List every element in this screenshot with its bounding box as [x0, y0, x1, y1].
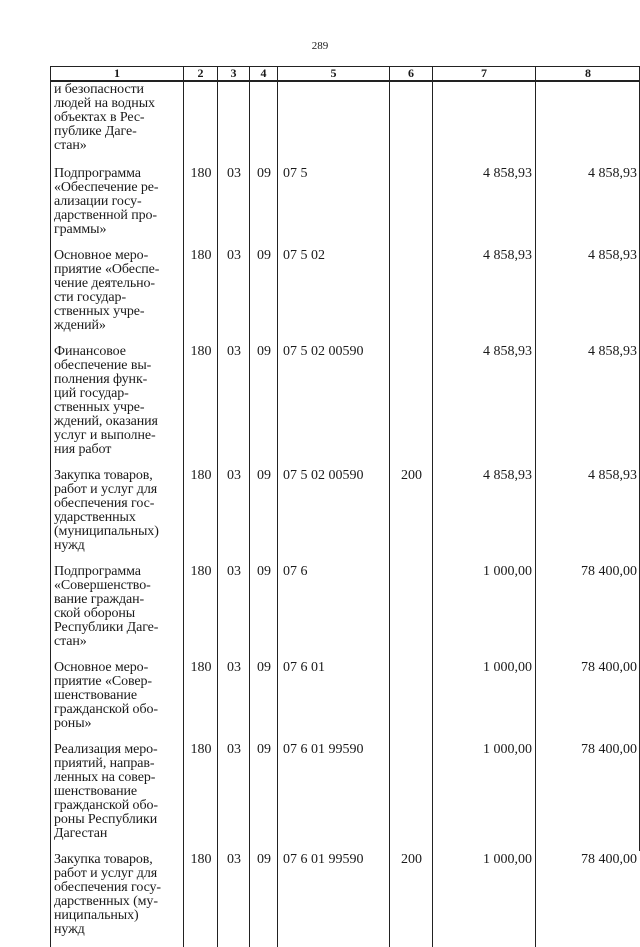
- amount-cell-8: 78 400,00: [536, 659, 640, 741]
- amount-cell-7: 4 858,93: [433, 343, 536, 467]
- amount-cell-8: 4 858,93: [536, 165, 640, 247]
- target-article-cell: 07 6 01 99590: [278, 851, 390, 947]
- section-cell: 03: [218, 467, 250, 563]
- row-name-cell: [51, 563, 184, 659]
- section-cell: 03: [218, 247, 250, 343]
- admin-code-cell: 180: [184, 467, 218, 563]
- row-name-text: Реализация меро- приятий, направ- ленных на совер- шенствование гражданской обо- роны Республики Дагестан: [54, 743, 183, 841]
- subsection-cell: 09: [250, 851, 278, 947]
- expense-type-cell: 200: [390, 467, 433, 563]
- subsection-cell: 09: [250, 343, 278, 467]
- row-name-text: и безопасности людей на водных объектах в Рес- публике Даге- стан»: [54, 83, 183, 153]
- table-body: [51, 81, 640, 947]
- section-cell: 03: [218, 851, 250, 947]
- row-name-text: Закупка товаров, работ и услуг для обеспечения гос- ударственных (муниципальных) нужд: [54, 469, 183, 553]
- target-article-cell: [278, 81, 390, 165]
- row-name-cell: [51, 247, 184, 343]
- row-name-cell: [51, 467, 184, 563]
- amount-cell-7: 1 000,00: [433, 741, 536, 851]
- amount-cell-7: 1 000,00: [433, 659, 536, 741]
- table-row: [51, 81, 640, 165]
- target-article-cell: 07 5 02: [278, 247, 390, 343]
- table-row: [51, 343, 640, 467]
- admin-code-cell: 180: [184, 165, 218, 247]
- row-name-text: Подпрограмма «Обеспечение ре- ализации госу- дарственной про- граммы»: [54, 167, 183, 237]
- header-col-6: 6: [390, 67, 433, 82]
- section-cell: 03: [218, 741, 250, 851]
- section-cell: 03: [218, 659, 250, 741]
- admin-code-cell: 180: [184, 851, 218, 947]
- expense-type-cell: [390, 659, 433, 741]
- row-name-text: Закупка товаров, работ и услуг для обеспечения госу- дарственных (му- ниципальных) нужд: [54, 853, 183, 937]
- table-row: [51, 247, 640, 343]
- expense-type-cell: 200: [390, 851, 433, 947]
- section-cell: [218, 81, 250, 165]
- expense-type-cell: [390, 741, 433, 851]
- section-cell: 03: [218, 165, 250, 247]
- amount-cell-7: 4 858,93: [433, 165, 536, 247]
- admin-code-cell: 180: [184, 247, 218, 343]
- table-row: [51, 165, 640, 247]
- target-article-cell: 07 5 02 00590: [278, 467, 390, 563]
- target-article-cell: 07 6 01: [278, 659, 390, 741]
- admin-code-cell: 180: [184, 741, 218, 851]
- row-name-cell: [51, 81, 184, 165]
- section-cell: 03: [218, 343, 250, 467]
- table-row: [51, 659, 640, 741]
- target-article-cell: 07 5: [278, 165, 390, 247]
- row-name-text: Основное меро- приятие «Обеспе- чение деятельно- сти государ- ственных учре- ждений»: [54, 249, 183, 333]
- expense-type-cell: [390, 165, 433, 247]
- subsection-cell: 09: [250, 165, 278, 247]
- budget-table: [50, 66, 640, 947]
- table-row: [51, 563, 640, 659]
- amount-cell-7: [433, 81, 536, 165]
- amount-cell-8: 78 400,00: [536, 741, 640, 851]
- target-article-cell: 07 5 02 00590: [278, 343, 390, 467]
- table-row: [51, 741, 640, 851]
- amount-cell-8: 4 858,93: [536, 467, 640, 563]
- admin-code-cell: [184, 81, 218, 165]
- table-header: [51, 67, 640, 82]
- subsection-cell: [250, 81, 278, 165]
- target-article-cell: 07 6 01 99590: [278, 741, 390, 851]
- amount-cell-8: [536, 81, 640, 165]
- subsection-cell: 09: [250, 563, 278, 659]
- row-name-text: Финансовое обеспечение вы- полнения функ- ций государ- ственных учре- ждений, оказания услуг и выполне- ния работ: [54, 345, 183, 457]
- row-name-cell: [51, 851, 184, 947]
- amount-cell-8: 4 858,93: [536, 247, 640, 343]
- table-row: [51, 467, 640, 563]
- header-col-7: 7: [433, 67, 536, 82]
- page-number: 289: [0, 40, 640, 52]
- row-name-cell: [51, 343, 184, 467]
- amount-cell-8: 78 400,00: [536, 563, 640, 659]
- header-col-2: 2: [184, 67, 218, 82]
- amount-cell-8: 78 400,00: [536, 851, 640, 947]
- expense-type-cell: [390, 247, 433, 343]
- subsection-cell: 09: [250, 467, 278, 563]
- row-name-cell: [51, 741, 184, 851]
- amount-cell-7: 1 000,00: [433, 563, 536, 659]
- expense-type-cell: [390, 343, 433, 467]
- header-col-5: 5: [278, 67, 390, 82]
- subsection-cell: 09: [250, 659, 278, 741]
- expense-type-cell: [390, 563, 433, 659]
- subsection-cell: 09: [250, 247, 278, 343]
- amount-cell-7: 4 858,93: [433, 467, 536, 563]
- row-name-cell: [51, 659, 184, 741]
- table-row: [51, 851, 640, 947]
- amount-cell-7: 1 000,00: [433, 851, 536, 947]
- header-row: [51, 67, 640, 82]
- header-col-3: 3: [218, 67, 250, 82]
- amount-cell-8: 4 858,93: [536, 343, 640, 467]
- subsection-cell: 09: [250, 741, 278, 851]
- admin-code-cell: 180: [184, 343, 218, 467]
- admin-code-cell: 180: [184, 659, 218, 741]
- header-col-8: 8: [536, 67, 640, 82]
- header-col-4: 4: [250, 67, 278, 82]
- expense-type-cell: [390, 81, 433, 165]
- section-cell: 03: [218, 563, 250, 659]
- row-name-cell: [51, 165, 184, 247]
- header-col-1: 1: [51, 67, 184, 82]
- row-name-text: Основное меро- приятие «Совер- шенствование гражданской обо- роны»: [54, 661, 183, 731]
- admin-code-cell: 180: [184, 563, 218, 659]
- row-name-text: Подпрограмма «Совершенство- вание граждан- ской обороны Республики Даге- стан»: [54, 565, 183, 649]
- target-article-cell: 07 6: [278, 563, 390, 659]
- amount-cell-7: 4 858,93: [433, 247, 536, 343]
